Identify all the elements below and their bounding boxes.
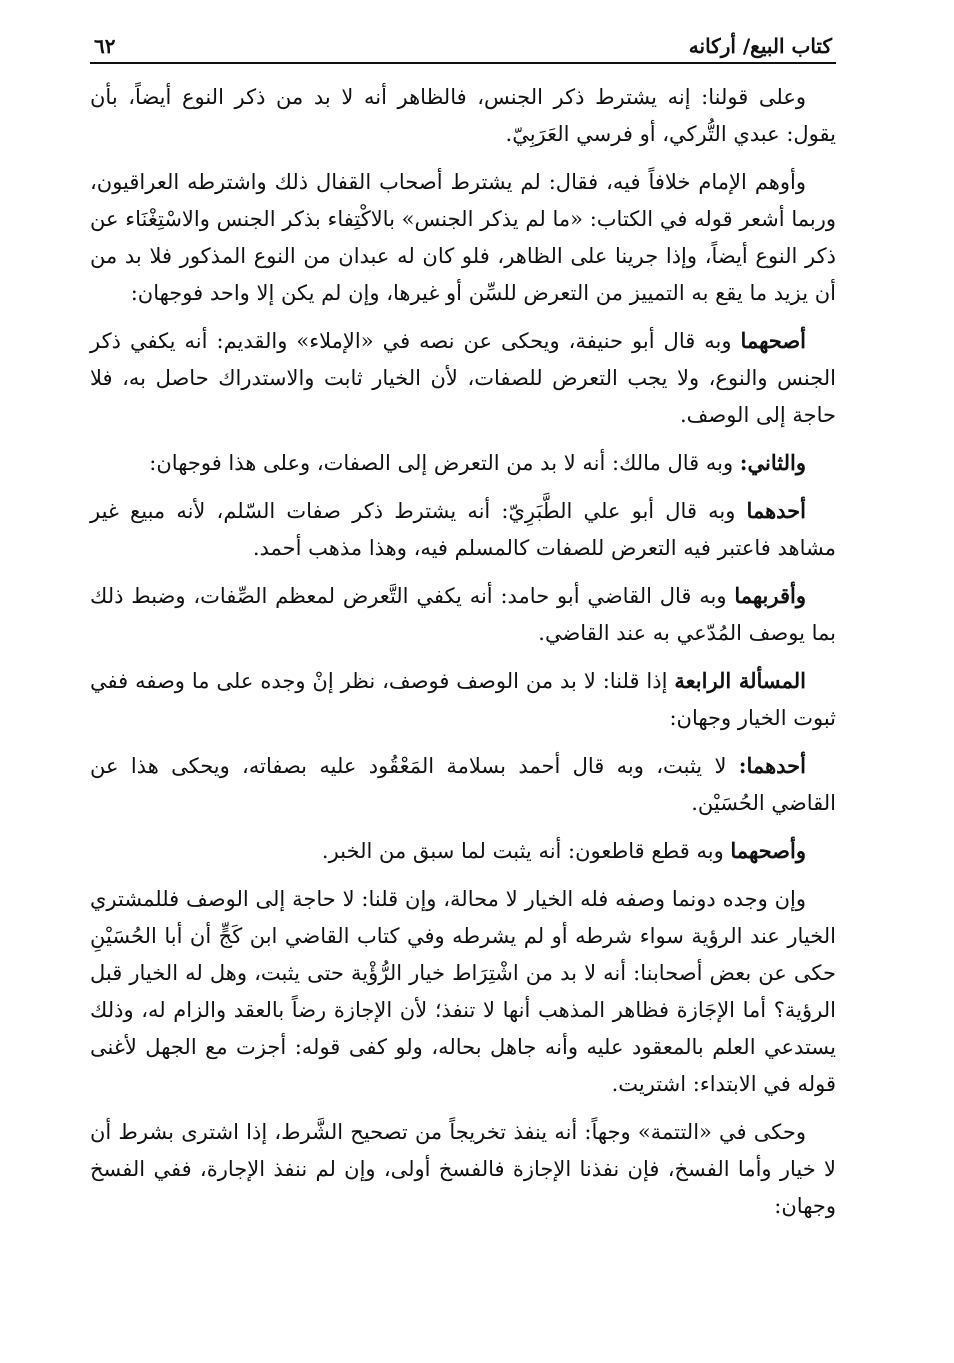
paragraph-text: وعلى قولنا: إنه يشترط ذكر الجنس، فالظاهر أنه لا بد من ذكر النوع أيضاً، بأن يقول: عبدي التُّركي، أو فرسي العَرَبِيّ. [90,85,836,146]
paragraph-text: وإن وجده دونما وصفه فله الخيار لا محالة، وإن قلنا: لا حاجة إلى الوصف فللمشتري الخيار عند الرؤية سواء شرطه أو لم يشرطه وفي كتاب القاضي ابن كَجٍّ أن أبا الحُسَيْنِ حكى عن بعض أصحابنا: أنه لا بد من اشْتِرَاط خيار الرُّؤْية حتى يثبت، وهل له الخيار قبل الرؤية؟ أما الإجَازة فظاهر المذهب أنها لا تنفذ؛ لأن الإجازة رضاً بالعقد والزام له، وذلك يستدعي العلم بالمعقود عليه وأنه جاهل بحاله، ولو كفى قوله: أجزت مع الجهل لأغنى قوله في الابتداء: اشتريت. [90,887,836,1096]
paragraph [90,880,836,1103]
paragraph-lead: أصحهما [740,328,806,353]
paragraph-lead: المسألة الرابعة [674,668,806,693]
paragraph-text: إذا قلنا: لا بد من الوصف فوصف، نظر إنْ وجده على ما وصفه ففي ثبوت الخيار وجهان: [90,669,836,730]
paragraph [90,662,836,737]
paragraph [90,78,836,153]
page-number: ٦٢ [94,34,116,58]
paragraph-text: وحكى في «التتمة» وجهاً: أنه ينفذ تخريجاً من تصحيح الشَّرط، إذا اشترى بشرط أن لا خيار وأما الفسخ، فإن نفذنا الإجازة فالفسخ أولى، وإن لم ننفذ الإجارة، ففي الفسخ وجهان: [90,1120,836,1218]
paragraph-text: وبه قال أبو علي الطَّبَرِيّ: أنه يشترط ذكر صفات السّلم، لأنه مبيع غير مشاهد فاعتبر فيه التعرض للصفات كالمسلم فيه، وهذا مذهب أحمد. [90,499,836,560]
paragraph-lead: وأصحهما [730,838,806,863]
paragraph-text: وبه قال القاضي أبو حامد: أنه يكفي التَّعرض لمعظم الصِّفات، وضبط ذلك بما يوصف المُدّعي به عند القاضي. [90,584,836,645]
paragraph [90,492,836,567]
paragraph-lead: أحدهما: [738,753,806,778]
paragraph [90,322,836,434]
paragraph [90,444,836,482]
page-header [90,24,836,64]
paragraph-text: وبه قال مالك: أنه لا بد من التعرض إلى الصفات، وعلى هذا فوجهان: [149,451,740,475]
paragraph [90,832,836,870]
book-page [90,24,836,1235]
paragraph [90,577,836,652]
paragraph [90,747,836,822]
paragraph-lead: وأقربهما [734,583,806,608]
paragraph-text: لا يثبت، وبه قال أحمد بسلامة المَعْقُود عليه بصفاته، ويحكى هذا عن القاضي الحُسَيْن. [90,754,836,815]
page-body [90,78,836,1225]
paragraph-text: وبه قال أبو حنيفة، ويحكى عن نصه في «الإملاء» والقديم: أنه يكفي ذكر الجنس والنوع، ولا يجب التعرض للصفات، لأن الخيار ثابت والاستدراك حاصل به، فلا حاجة إلى الوصف. [90,329,836,427]
paragraph-text: وبه قطع قاطعون: أنه يثبت لما سبق من الخبر. [321,839,731,863]
paragraph [90,163,836,312]
paragraph-text: وأوهم الإمام خلافاً فيه، فقال: لم يشترط أصحاب القفال ذلك واشترطه العراقيون، وربما أشعر قوله في الكتاب: «ما لم يذكر الجنس» بالاكْتِفاء بذكر الجنس والاسْتِغْنَاء عن ذكر النوع أيضاً، وإذا جرينا على الظاهر، فلو كان له عبدان من النوع المذكور فلا بد من أن يزيد ما يقع به التمييز من التعرض للسِّن أو غيرها، وإن لم يكن إلا واحد فوجهان: [90,170,836,305]
paragraph [90,1113,836,1225]
running-title: كتاب البيع/ أركانه [688,34,832,58]
paragraph-lead: والثاني: [739,450,806,475]
paragraph-lead: أحدهما [746,498,806,523]
